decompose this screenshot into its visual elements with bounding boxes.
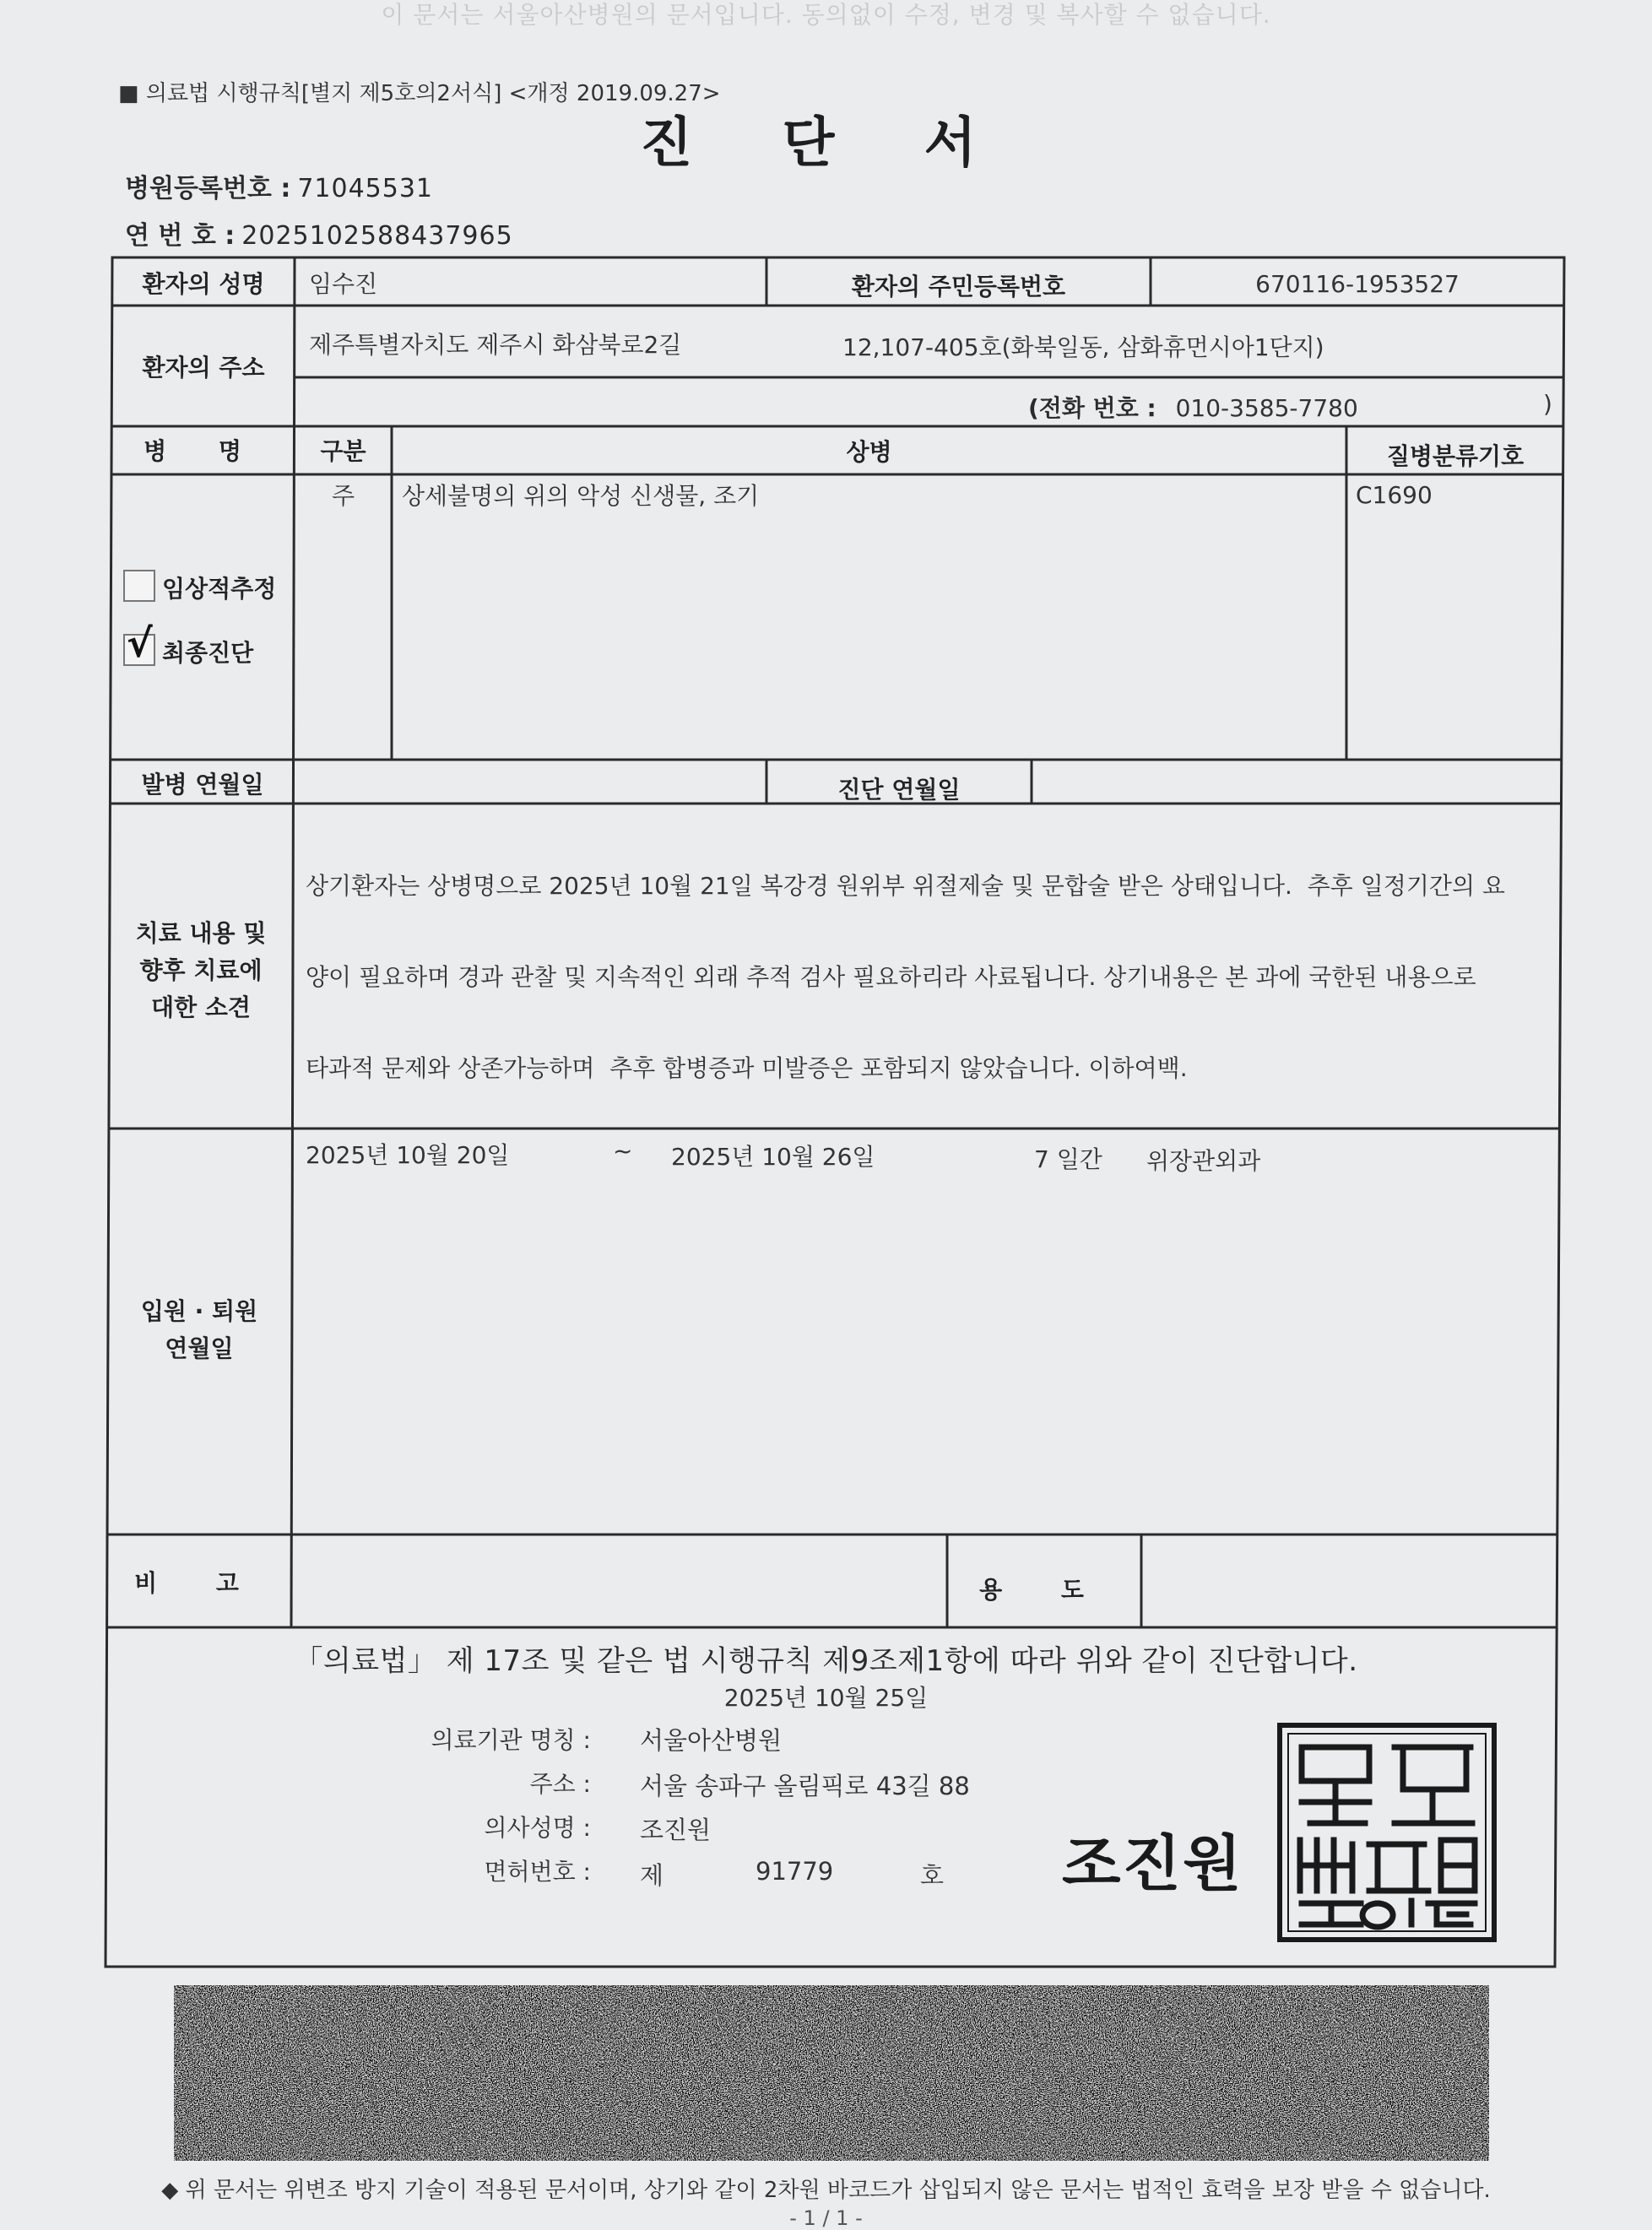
remarks-label: 비 고	[134, 1569, 264, 1597]
treatment-label-1: 치료 내용 및	[135, 919, 267, 947]
diagnosis-date-label: 진단 연월일	[837, 776, 961, 804]
disease-type-header: 구분	[320, 437, 366, 465]
license-no: 91779	[756, 1857, 834, 1886]
hospital-address-label: 주소 :	[529, 1770, 591, 1798]
2d-barcode	[174, 1985, 1489, 2161]
serial-label: 연 번 호 :	[125, 221, 236, 251]
treatment-line-3: 타과적 문제와 상존가능하며 추후 합병증과 미발증은 포함되지 않았습니다. 이하여백.	[306, 1054, 1188, 1082]
hospital-name-label: 의료기관 명칭 :	[431, 1726, 591, 1754]
hospital-name: 서울아산병원	[640, 1726, 783, 1755]
page-number: - 1 / 1 -	[789, 2206, 863, 2230]
hospital-address: 서울 송파구 올림픽로 43길 88	[640, 1772, 970, 1800]
hospital-reg-no: 71045531	[297, 174, 434, 203]
admission-label-1: 입원 · 퇴원	[140, 1297, 258, 1325]
doctor-signature: 조진원	[1062, 1828, 1243, 1899]
patient-name: 임수진	[309, 270, 378, 298]
patient-address-2: 12,107-405호(화북일동, 삼화휴먼시아1단지)	[842, 333, 1324, 361]
patient-rrn-label: 환자의 주민등록번호	[851, 273, 1066, 300]
watermark-notice: 이 문서는 서울아산병원의 문서입니다. 동의없이 수정, 변경 및 복사할 수 없습니다.	[381, 1, 1271, 29]
admission-tilde: ~	[613, 1137, 633, 1165]
admission-dept: 위장관외과	[1146, 1147, 1261, 1175]
phone-label: (전화 번호 :	[1028, 394, 1156, 422]
admission-end: 2025년 10월 26일	[671, 1143, 875, 1171]
page-title: 진 단 서	[640, 112, 1012, 175]
license-suffix: 호	[920, 1861, 945, 1890]
hospital-reg-label: 병원등록번호 :	[125, 174, 291, 203]
admission-start: 2025년 10월 20일	[306, 1141, 510, 1169]
treatment-label-3: 대한 소견	[151, 993, 251, 1021]
treatment-label-2: 향후 치료에	[139, 956, 263, 984]
final-diagnosis-checkbox[interactable]	[123, 620, 155, 666]
admission-label	[108, 1293, 290, 1367]
license-prefix: 제	[640, 1861, 664, 1890]
clinical-estimate-checkbox[interactable]	[123, 570, 155, 602]
patient-name-label: 환자의 성명	[142, 270, 265, 298]
serial-no: 2025102588437965	[241, 221, 513, 251]
disease-label: 병 명	[144, 437, 263, 465]
form-info: ■ 의료법 시행규칙[별지 제5호의2서식] <개정 2019.09.27>	[118, 81, 721, 106]
footer-notice: ◆ 위 문서는 위변조 방지 기술이 적용된 문서이며, 상기와 같이 2차원 바코드가 삽입되지 않은 문서는 법적인 효력을 보장 받을 수 없습니다.	[161, 2178, 1491, 2203]
clinical-estimate-label: 임상적추정	[162, 575, 277, 603]
final-diagnosis-label: 최종진단	[162, 639, 254, 667]
patient-address-label: 환자의 주소	[142, 354, 265, 382]
disease-code: C1690	[1356, 481, 1433, 509]
patient-phone: 010-3585-7780	[1175, 394, 1358, 422]
patient-phone-row	[1028, 390, 1358, 424]
disease-type: 주	[331, 482, 355, 510]
declaration-text: 「의료법」 제 17조 및 같은 법 시행규칙 제9조제1항에 따라 위와 같이 진단합니다.	[294, 1644, 1358, 1678]
doctor-name-label: 의사성명 :	[484, 1814, 591, 1842]
disease-code-header: 질병분류기호	[1386, 442, 1525, 470]
onset-date-label: 발병 연월일	[141, 771, 264, 798]
treatment-line-2: 양이 필요하며 경과 관찰 및 지속적인 외래 추적 검사 필요하리라 사료됩니다. 상기내용은 본 과에 국한된 내용으로	[306, 963, 1476, 991]
patient-address-1: 제주특별자치도 제주시 화삼북로2길	[309, 331, 682, 359]
treatment-line-1: 상기환자는 상병명으로 2025년 10월 21일 복강경 원위부 위절제술 및 문합술 받은 상태입니다. 추후 일정기간의 요	[306, 872, 1505, 900]
declaration-date: 2025년 10월 25일	[723, 1684, 929, 1712]
treatment-label	[110, 915, 292, 1026]
phone-close: )	[1543, 390, 1552, 418]
patient-rrn: 670116-1953527	[1255, 270, 1460, 298]
admission-days: 7 일간	[1034, 1145, 1102, 1173]
disease-name: 상세불명의 위의 악성 신생물, 조기	[402, 482, 760, 510]
check-icon: √	[127, 620, 153, 666]
admission-label-2: 연월일	[165, 1334, 234, 1362]
license-label: 면허번호 :	[484, 1858, 591, 1886]
treatment-opinion	[306, 810, 1563, 1114]
disease-name-header: 상병	[846, 438, 892, 466]
official-seal-icon	[1276, 1722, 1498, 1943]
doctor-name: 조진원	[640, 1816, 712, 1844]
purpose-label: 용 도	[979, 1576, 1109, 1604]
